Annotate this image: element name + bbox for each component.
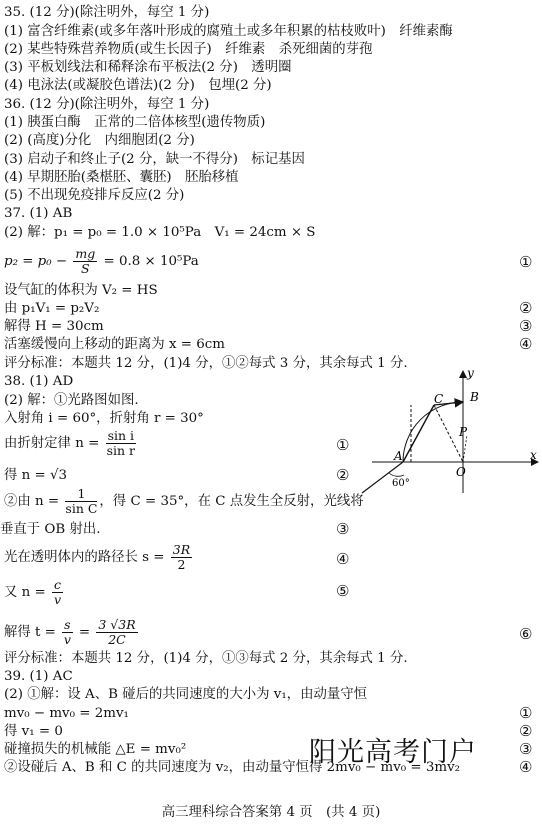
q37-scoring: 评分标准：本题共 12 分，(1)4 分，①②每式 3 分，其余每式 1 分. bbox=[4, 356, 408, 371]
q38-scoring: 评分标准：本题共 12 分，(1)4 分，①③每式 2 分，其余每式 1 分. bbox=[4, 651, 408, 666]
eq-marker-4b: ④ bbox=[336, 550, 350, 568]
refracted-ray bbox=[403, 405, 434, 462]
q37-volume-line: 设气缸的体积为 V₂ = HS bbox=[4, 283, 158, 298]
y-label: y bbox=[467, 366, 474, 380]
eq-marker-3: ③ bbox=[519, 317, 533, 335]
q36-heading: 36. (12 分)(除注明外，每空 1 分) bbox=[4, 97, 210, 112]
light-path-diagram bbox=[342, 365, 542, 495]
q37-heading: 37. (1) AB bbox=[4, 206, 73, 221]
q35-answer-4: (4) 电泳法(或凝胶色谱法)(2 分) 包埋(2 分) bbox=[4, 78, 272, 93]
q36-answer-1: (1) 胰蛋白酶 正常的二倍体核型(遗传物质) bbox=[4, 115, 266, 130]
watermark-text: 阳光高考门户 bbox=[309, 737, 477, 768]
q35-answer-1: (1) 富含纤维素(或多年落叶形成的腐殖土或多年积累的枯枝败叶) 纤维素酶 bbox=[4, 24, 453, 39]
angle-label: 60° bbox=[392, 478, 410, 489]
o-label: O bbox=[456, 465, 466, 479]
q39-heading: 39. (1) AC bbox=[4, 669, 73, 684]
q38-solution-line: (2) 解：①光路图如图. bbox=[4, 393, 139, 408]
q36-answer-2: (2) (高度)分化 内细胞团(2 分) bbox=[4, 133, 195, 148]
page-footer: 高三理科综合答案第 4 页 (共 4 页) bbox=[161, 805, 381, 820]
q38-path-line: 光在透明体内的路径长 s = $\frac{3R}{2}$ bbox=[4, 542, 191, 572]
one-over-sinc-fraction: $\frac{1}{\text{sin C}}$ bbox=[65, 486, 98, 516]
q38-snell-line: 由折射定律 n = $\frac{\text{sin i}}{\text{sin r}}$ bbox=[4, 428, 135, 458]
q38-perpendicular-line: 垂直于 OB 射出. bbox=[0, 522, 101, 537]
eq-marker-2c: ② bbox=[519, 722, 533, 740]
c-over-v-fraction: $\frac{c}{v}$ bbox=[53, 577, 62, 607]
angle-arc bbox=[389, 473, 404, 476]
eq-marker-1b: ① bbox=[336, 436, 350, 454]
q38-time-line: 解得 t = $\frac{s}{v}$ = $\frac{3 √3R}{2C}$ bbox=[4, 617, 136, 647]
op-to-p-line bbox=[463, 435, 467, 462]
sin-ratio-fraction: $\frac{\text{sin i}}{\text{sin r}}$ bbox=[106, 428, 135, 458]
a-label: A bbox=[394, 449, 403, 463]
mg-over-s-fraction: $\frac{mg}{S}$ bbox=[75, 246, 96, 276]
eq-marker-4: ④ bbox=[519, 335, 533, 353]
q39-v1-line: 得 v₁ = 0 bbox=[4, 724, 63, 739]
x-label: x bbox=[530, 448, 537, 462]
eq-marker-3b: ③ bbox=[336, 520, 350, 538]
q39-solution-line: (2) ①解：设 A、B 碰后的共同速度的大小为 v₁，由动量守恒 bbox=[4, 687, 368, 702]
q39-momentum-eq-2: ②设碰后 A、B 和 C 的共同速度为 v₂，由动量守恒得 2mv₀ − mv₀ = 3mv₂ bbox=[4, 760, 461, 775]
eq-marker-1: ① bbox=[519, 253, 533, 271]
q36-answer-4: (4) 早期胚胎(桑椹胚、囊胚) 胚胎移植 bbox=[4, 170, 239, 185]
q38-n-line: 得 n = √3 bbox=[4, 468, 68, 483]
q36-answer-5: (5) 不出现免疫排斥反应(2 分) bbox=[4, 188, 185, 203]
q35-answer-3: (3) 平板划线法和稀释涂布平板法(2 分) 透明圈 bbox=[4, 60, 292, 75]
eq-marker-3c: ③ bbox=[519, 740, 533, 758]
q38-critical-line: ②由 n = $\frac{1}{\text{sin C}}$ ，得 C = 35°，在 C 点发生全反射，光线将 bbox=[4, 486, 364, 516]
p-label: P bbox=[459, 425, 468, 439]
eq-marker-5b: ⑤ bbox=[336, 582, 350, 600]
q39-energy-loss-line: 碰撞损失的机械能 △E = mv₀² bbox=[4, 742, 187, 757]
semicircle-arc bbox=[403, 402, 463, 462]
b-label: B bbox=[470, 390, 479, 404]
q37-p1-line: (2) 解：p₁ = p₀ = 1.0 × 10⁵Pa V₁ = 24cm × S bbox=[4, 225, 316, 240]
c-label: C bbox=[434, 392, 444, 406]
eq-marker-2: ② bbox=[519, 299, 533, 317]
q37-p2-equation: p₂ = p₀ − $\frac{mg}{S}$ = 0.8 × 10⁵Pa bbox=[4, 246, 199, 276]
q37-boyle-line: 由 p₁V₁ = p₂V₂ bbox=[4, 301, 100, 316]
q39-momentum-eq: mv₀ − mv₀ = 2mv₁ bbox=[4, 706, 129, 721]
q36-answer-3: (3) 启动子和终止子(2 分，缺一不得分) 标记基因 bbox=[4, 152, 305, 167]
eq-marker-1c: ① bbox=[519, 704, 533, 722]
eq-marker-2b: ② bbox=[336, 466, 350, 484]
q37-height-line: 解得 H = 30cm bbox=[4, 319, 104, 334]
s-over-v-fraction: $\frac{s}{v}$ bbox=[63, 617, 71, 647]
eq-marker-6: ⑥ bbox=[519, 625, 533, 643]
time-result-fraction: $\frac{3 √3R}{2C}$ bbox=[98, 617, 136, 647]
q38-heading: 38. (1) AD bbox=[4, 374, 74, 389]
q38-speed-line: 又 n = $\frac{c}{v}$ bbox=[4, 577, 62, 607]
three-r-over-two-fraction: $\frac{3R}{2}$ bbox=[172, 542, 191, 572]
q35-heading: 35. (12 分)(除注明外，每空 1 分) bbox=[4, 5, 210, 20]
q35-answer-2: (2) 某些特殊营养物质(或生长因子) 纤维素 杀死细菌的芽孢 bbox=[4, 42, 373, 57]
q37-distance-line: 活塞缓慢向上移动的距离为 x = 6cm bbox=[4, 337, 225, 352]
q38-angle-line: 入射角 i = 60°，折射角 r = 30° bbox=[4, 411, 204, 426]
eq-marker-4c: ④ bbox=[519, 758, 533, 776]
